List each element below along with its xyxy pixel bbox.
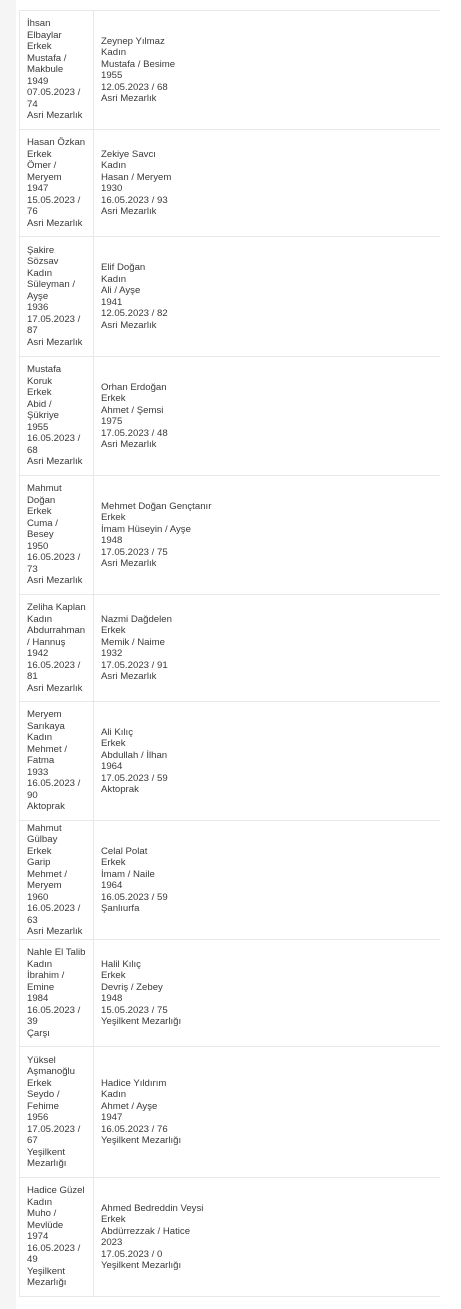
- cell-line: Zeynep Yılmaz: [101, 35, 165, 47]
- cell-line: Asri Mezarlık: [101, 671, 157, 682]
- cell-line: Asri Mezarlık: [27, 336, 83, 348]
- cell-line: Erkek: [27, 148, 52, 160]
- table-row: [20, 821, 440, 940]
- cell-line: 16.05.2023 /: [27, 778, 81, 790]
- cell-line: 07.05.2023 /: [27, 87, 81, 99]
- spouse-cell: [94, 821, 440, 940]
- cell-line: Gülbay: [27, 834, 58, 845]
- cell-line: Elif Doğan: [101, 262, 146, 273]
- cell-line: Erkek: [27, 387, 52, 399]
- cell-line: Elbaylar: [27, 29, 62, 41]
- cell-line: 16.05.2023 /: [27, 903, 81, 914]
- cell-line: Kadın: [101, 47, 127, 58]
- cell-line: Mustafa / Besime: [101, 58, 176, 70]
- table-row: [20, 1047, 440, 1178]
- cell-line: Erkek: [27, 1077, 52, 1089]
- cell-line: 1984: [27, 993, 49, 1004]
- cell-line: Mahmut: [27, 483, 62, 495]
- cell-line: 17.05.2023 / 0: [101, 1248, 163, 1260]
- cell-line: 1975: [101, 416, 123, 427]
- cell-line: Ahmet / Şemsi: [101, 404, 164, 416]
- cell-line: 16.05.2023 / 59: [101, 891, 168, 903]
- deceased-cell: [20, 821, 94, 940]
- cell-line: 90: [27, 789, 38, 801]
- cell-line: 16.05.2023 /: [27, 433, 81, 445]
- spouse-cell: [94, 702, 440, 821]
- spouse-cell: [94, 1178, 440, 1297]
- cell-line: Yeşilkent: [27, 1265, 66, 1277]
- cell-line: Sözsav: [27, 256, 59, 268]
- deceased-cell: [20, 237, 94, 357]
- records-table-body: [20, 11, 440, 1297]
- cell-line: Hadice Yıldırım: [101, 1077, 167, 1089]
- table-row: [20, 1178, 440, 1297]
- cell-line: 1932: [101, 648, 123, 659]
- cell-line: 1948: [101, 535, 123, 546]
- deceased-cell: [20, 357, 94, 476]
- cell-line: Asri Mezarlık: [101, 319, 157, 331]
- cell-line: Asri Mezarlık: [27, 456, 83, 468]
- cell-line: Mezarlığı: [27, 1158, 67, 1169]
- records-table-wrapper: [19, 10, 439, 1297]
- cell-line: 81: [27, 671, 38, 682]
- cell-line: Makbule: [27, 64, 64, 76]
- table-row: [20, 940, 440, 1047]
- cell-line: 68: [27, 444, 38, 456]
- cell-line: Kadın: [27, 613, 53, 625]
- cell-line: Abid /: [27, 398, 52, 410]
- cell-line: 49: [27, 1254, 38, 1266]
- cell-line: Mustafa: [27, 364, 62, 376]
- cell-line: 16.05.2023 / 76: [101, 1123, 168, 1135]
- cell-line: 63: [27, 914, 38, 926]
- cell-line: 1955: [27, 421, 49, 433]
- cell-line: 12.05.2023 / 68: [101, 81, 168, 93]
- cell-line: Yeşilkent Mezarlığı: [101, 1016, 182, 1027]
- cell-line: 1956: [27, 1112, 49, 1123]
- cell-line: Celal Polat: [101, 845, 148, 857]
- cell-line: Asri Mezarlık: [101, 439, 157, 450]
- spouse-cell: [94, 476, 440, 595]
- cell-line: 15.05.2023 /: [27, 194, 81, 206]
- cell-line: 1947: [101, 1112, 123, 1123]
- cell-line: Ahmed Bedreddin Veysi: [101, 1202, 204, 1214]
- left-gutter: [0, 0, 16, 1309]
- cell-line: 16.05.2023 / 93: [101, 194, 168, 206]
- cell-line: Erkek: [101, 1214, 126, 1225]
- cell-line: Kadın: [101, 1089, 127, 1100]
- cell-line: 17.05.2023 / 48: [101, 427, 168, 439]
- cell-line: Asri Mezarlık: [27, 217, 83, 229]
- cell-line: Yüksel: [27, 1054, 56, 1066]
- cell-line: Cuma /: [27, 517, 58, 529]
- cell-line: Yeşilkent Mezarlığı: [101, 1260, 182, 1271]
- cell-line: İmam Hüseyin / Ayşe: [101, 523, 191, 535]
- deceased-cell: [20, 1178, 94, 1297]
- cell-line: Kadın: [27, 732, 53, 744]
- deceased-cell: [20, 476, 94, 595]
- cell-line: Meryem: [27, 709, 62, 721]
- cell-line: Koruk: [27, 375, 53, 387]
- cell-line: Erkek: [101, 512, 126, 523]
- cell-line: 16.05.2023 /: [27, 552, 81, 564]
- cell-line: 1941: [101, 296, 123, 308]
- cell-line: Halil Kılıç: [101, 958, 141, 970]
- cell-line: 67: [27, 1135, 38, 1146]
- cell-line: 2023: [101, 1237, 123, 1248]
- cell-line: Erkek: [27, 506, 52, 518]
- spouse-cell: [94, 595, 440, 702]
- cell-line: Muho /: [27, 1208, 57, 1220]
- cell-line: Mehmet /: [27, 868, 67, 880]
- cell-line: / Hannuş: [27, 636, 66, 648]
- cell-line: 1974: [27, 1231, 49, 1243]
- cell-line: Kadın: [27, 1196, 53, 1208]
- cell-line: Hadice Güzel: [27, 1185, 85, 1197]
- cell-line: Şükriye: [27, 410, 59, 422]
- cell-line: Süleyman /: [27, 279, 75, 291]
- cell-line: Erkek: [27, 845, 52, 857]
- cell-line: Erkek: [27, 41, 52, 53]
- spouse-cell: [94, 357, 440, 476]
- cell-line: Erkek: [101, 857, 126, 868]
- cell-line: İbrahim /: [27, 970, 65, 981]
- cell-line: 1930: [101, 183, 123, 194]
- cell-line: Erkek: [101, 970, 126, 981]
- cell-line: Doğan: [27, 494, 56, 506]
- cell-line: 15.05.2023 / 75: [101, 1004, 168, 1016]
- cell-line: Hasan / Meryem: [101, 171, 172, 183]
- table-row: [20, 237, 440, 357]
- spouse-cell: [94, 237, 440, 357]
- cell-line: Mustafa /: [27, 52, 67, 64]
- cell-line: 1949: [27, 75, 49, 87]
- cell-line: Devriş / Zebey: [101, 981, 163, 993]
- cell-line: 17.05.2023 / 75: [101, 546, 168, 558]
- cell-line: Meryem: [27, 171, 62, 183]
- deceased-cell: [20, 595, 94, 702]
- cell-line: Sarıkaya: [27, 720, 65, 732]
- cell-line: İmam / Naile: [101, 868, 155, 880]
- cell-line: 16.05.2023 /: [27, 659, 81, 671]
- cell-line: 17.05.2023 / 91: [101, 659, 168, 671]
- cell-line: Ömer /: [27, 160, 57, 171]
- cell-line: Nahle El Talib: [27, 947, 86, 958]
- cell-line: Kadın: [27, 267, 53, 279]
- cell-line: Mezarlığı: [27, 1277, 67, 1289]
- cell-line: 1950: [27, 540, 49, 552]
- spouse-cell: [94, 130, 440, 237]
- table-row: [20, 702, 440, 821]
- table-row: [20, 357, 440, 476]
- cell-line: Zeliha Kaplan: [27, 602, 86, 613]
- cell-line: 16.05.2023 /: [27, 1242, 81, 1254]
- spouse-cell: [94, 940, 440, 1047]
- cell-line: 1955: [101, 70, 123, 81]
- cell-line: Abdullah / İlhan: [101, 749, 168, 761]
- table-row: [20, 595, 440, 702]
- cell-line: Erkek: [101, 738, 126, 749]
- cell-line: 73: [27, 563, 38, 575]
- cell-line: Mehmet /: [27, 743, 67, 755]
- records-table: [19, 10, 440, 1297]
- cell-line: Erkek: [101, 393, 126, 404]
- cell-line: Meryem: [27, 880, 62, 891]
- cell-line: Seydo /: [27, 1089, 60, 1100]
- cell-line: Aşmanoğlu: [27, 1066, 75, 1077]
- table-row: [20, 130, 440, 237]
- cell-line: 1964: [101, 761, 123, 772]
- cell-line: Asri Mezarlık: [27, 926, 83, 937]
- cell-line: Nazmi Dağdelen: [101, 613, 172, 625]
- cell-line: Zekiye Savcı: [101, 148, 156, 160]
- cell-line: Mehmet Doğan Gençtanır: [101, 500, 212, 512]
- cell-line: Fatma: [27, 755, 55, 767]
- cell-line: 1933: [27, 766, 49, 778]
- cell-line: Aktoprak: [101, 784, 139, 795]
- cell-line: Yeşilkent Mezarlığı: [101, 1135, 182, 1146]
- cell-line: 12.05.2023 / 82: [101, 308, 168, 319]
- cell-line: 74: [27, 98, 38, 110]
- table-row: [20, 11, 440, 130]
- cell-line: Çarşı: [27, 1027, 50, 1039]
- cell-line: Hasan Özkan: [27, 137, 86, 148]
- cell-line: Orhan Erdoğan: [101, 381, 167, 393]
- cell-line: 1936: [27, 302, 49, 314]
- cell-line: Asri Mezarlık: [27, 575, 83, 587]
- cell-line: Asri Mezarlık: [101, 206, 157, 217]
- cell-line: Ali / Ayşe: [101, 285, 141, 296]
- cell-line: İhsan: [27, 18, 51, 30]
- cell-line: Mevlüde: [27, 1219, 64, 1231]
- cell-line: Mahmut: [27, 822, 62, 834]
- cell-line: Abdürrezzak / Hatice: [101, 1225, 191, 1237]
- cell-line: Kadın: [101, 273, 127, 285]
- cell-line: Asri Mezarlık: [101, 93, 157, 104]
- cell-line: Abdurrahman: [27, 625, 86, 636]
- deceased-cell: [20, 1047, 94, 1178]
- deceased-cell: [20, 11, 94, 130]
- cell-line: Asri Mezarlık: [27, 110, 83, 122]
- cell-line: 87: [27, 325, 38, 337]
- cell-line: Besey: [27, 529, 54, 541]
- cell-line: 1964: [101, 880, 123, 891]
- cell-line: Şanlıurfa: [101, 903, 140, 914]
- cell-line: 16.05.2023 /: [27, 1004, 81, 1016]
- table-row: [20, 476, 440, 595]
- cell-line: Aktoprak: [27, 801, 65, 813]
- deceased-cell: [20, 130, 94, 237]
- cell-line: 1947: [27, 183, 49, 194]
- cell-line: Ahmet / Ayşe: [101, 1100, 158, 1112]
- cell-line: Memik / Naime: [101, 636, 165, 648]
- cell-line: Şakire: [27, 244, 55, 256]
- cell-line: Ayşe: [27, 290, 49, 302]
- cell-line: Kadın: [101, 160, 127, 171]
- cell-line: 1948: [101, 993, 123, 1004]
- deceased-cell: [20, 702, 94, 821]
- cell-line: Fehime: [27, 1100, 59, 1112]
- spouse-cell: [94, 1047, 440, 1178]
- spouse-cell: [94, 11, 440, 130]
- cell-line: 39: [27, 1016, 38, 1027]
- cell-line: 1960: [27, 891, 49, 903]
- cell-line: Erkek: [101, 625, 126, 636]
- cell-line: 17.05.2023 / 59: [101, 772, 168, 784]
- cell-line: Garip: [27, 857, 51, 868]
- cell-line: Asri Mezarlık: [27, 682, 83, 694]
- cell-line: Asri Mezarlık: [101, 558, 157, 569]
- cell-line: 17.05.2023 /: [27, 313, 81, 325]
- deceased-cell: [20, 940, 94, 1047]
- cell-line: Ali Kılıç: [101, 726, 133, 738]
- cell-line: 76: [27, 206, 38, 217]
- cell-line: 17.05.2023 /: [27, 1123, 81, 1135]
- cell-line: Kadın: [27, 958, 53, 970]
- cell-line: Yeşilkent: [27, 1146, 66, 1158]
- cell-line: Emine: [27, 981, 55, 993]
- cell-line: 1942: [27, 648, 49, 659]
